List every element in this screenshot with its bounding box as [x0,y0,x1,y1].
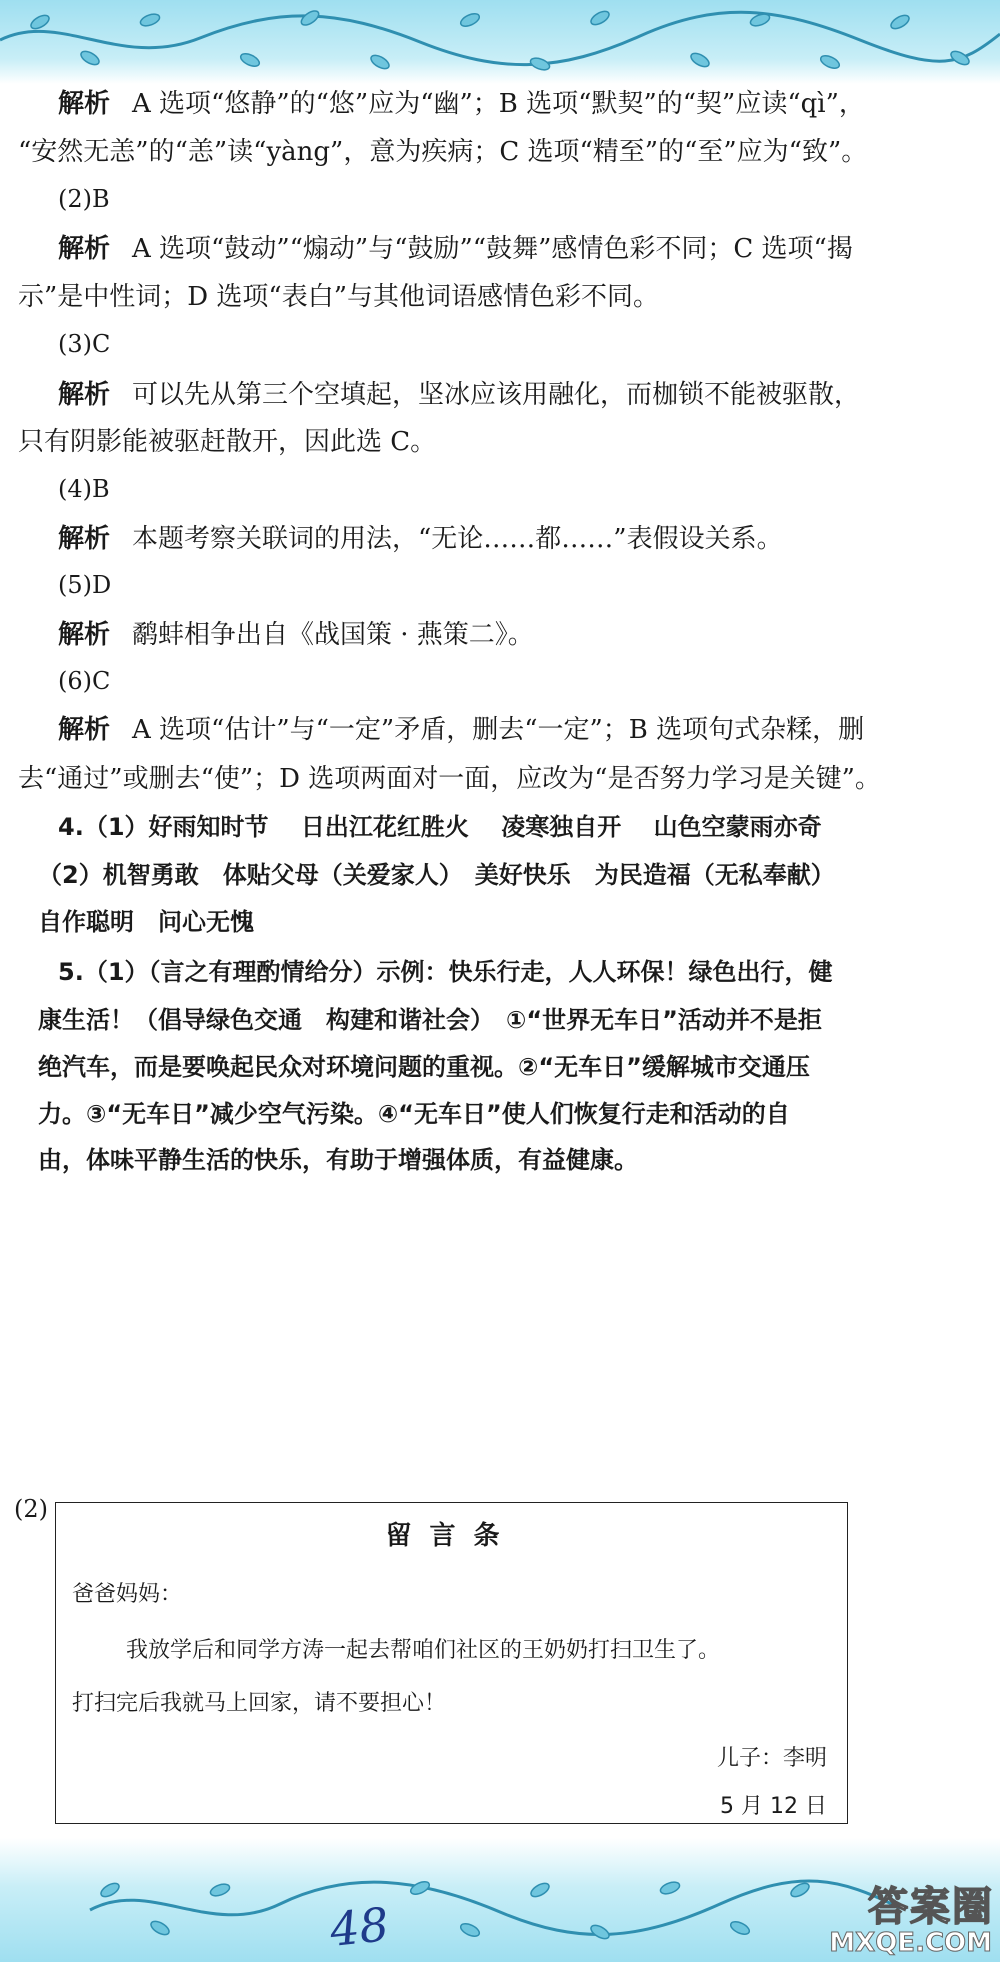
watermark [810,1875,1000,1962]
q2-analysis-line1: 解析 A 选项“鼓动”“煽动”与“鼓励”“鼓舞”感情色彩不同；C 选项“揭 [58,234,853,264]
q6-analysis-line2: 去“通过”或删去“使”；D 选项两面对一面，应改为“是否努力学习是关键”。 [18,764,881,794]
note-body-line2: 打扫完后我就马上回家，请不要担心！ [72,1691,447,1716]
q3-analysis-line1: 解析 可以先从第三个空填起，坚冰应该用融化，而枷锁不能被驱散， [58,380,861,410]
analysis-label: 解析 [58,234,111,264]
item5-line3: 绝汽车，而是要唤起民众对环境问题的重视。②“无车日”缓解城市交通压 [38,1053,810,1081]
q3-analysis-line2: 只有阴影能被驱赶散开，因此选 C。 [18,427,437,457]
note-marker: (2) [14,1495,48,1523]
item5-line4: 力。③“无车日”减少空气污染。④“无车日”使人们恢复行走和活动的自 [38,1100,790,1128]
q2-answer: (2)B [58,185,110,213]
item4-line1: 4.（1）好雨知时节 日出江花红胜火 凌寒独自开 山色空蒙雨亦奇 [58,813,822,841]
top-decorative-banner [0,0,1000,84]
q5-analysis-line1: 解析 鹬蚌相争出自《战国策 · 燕策二》。 [58,620,534,650]
q6-answer: (6)C [58,667,111,695]
analysis-label: 解析 [58,620,111,650]
watermark-url: MXQE.COM [829,1928,992,1958]
watermark-logo: 答案圈 [868,1884,994,1930]
page-number: 48 [327,1897,392,1957]
note-date: 5 月 12 日 [720,1794,827,1819]
note-greeting: 爸爸妈妈： [72,1582,183,1607]
note-title: 留言条 [385,1521,518,1551]
analysis-label: 解析 [58,524,111,554]
note-body-line1: 我放学后和同学方涛一起去帮咱们社区的王奶奶打扫卫生了。 [126,1638,721,1663]
item4-line2: （2）机智勇敢 体贴父母（关爱家人） 美好快乐 为民造福（无私奉献） [38,861,835,889]
q1-analysis-line2: “安然无恙”的“恙”读“yàng”，意为疾病；C 选项“精至”的“至”应为“致”。 [18,137,868,167]
vine-decoration-icon [0,0,1000,84]
q3-answer: (3)C [58,330,111,358]
analysis-label: 解析 [58,715,111,745]
q4-analysis-line1: 解析 本题考察关联词的用法，“无论……都……”表假设关系。 [58,524,783,554]
q6-analysis-line1: 解析 A 选项“估计”与“一定”矛盾，删去“一定”；B 选项句式杂糅，删 [58,715,865,745]
analysis-label: 解析 [58,380,111,410]
q1-analysis-line1: 解析 A 选项“悠静”的“悠”应为“幽”；B 选项“默契”的“契”应读“qì”， [58,89,865,119]
q5-answer: (5)D [58,571,112,599]
item4-line3: 自作聪明 问心无愧 [38,908,254,936]
item5-line2: 康生活！（倡导绿色交通 构建和谐社会） ①“世界无车日”活动并不是拒 [38,1006,822,1034]
item5-line1: 5.（1）（言之有理酌情给分）示例：快乐行走，人人环保！绿色出行，健 [58,958,833,986]
note-signature: 儿子：李明 [716,1746,827,1771]
q2-analysis-line2: 示”是中性词；D 选项“表白”与其他词语感情色彩不同。 [18,282,659,312]
message-note-box [55,1502,848,1824]
analysis-label: 解析 [58,89,111,119]
item5-line5: 由，体味平静生活的快乐，有助于增强体质，有益健康。 [38,1146,638,1174]
q4-answer: (4)B [58,475,110,503]
